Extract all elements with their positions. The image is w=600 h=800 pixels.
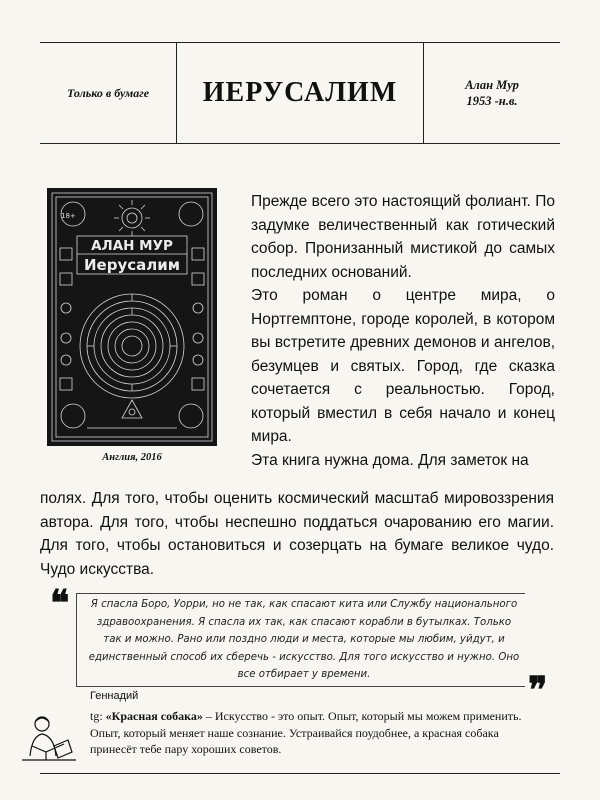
book-cover xyxy=(47,188,217,446)
author-years: 1953 -н.в. xyxy=(466,94,518,108)
header-left-label: Только в бумаге xyxy=(40,43,177,143)
paragraph-3-continued: полях. Для того, чтобы оценить космический масштаб мировоззрения автора. Для того, чтобы неспешно поддаться очарованию его магии. Для того, чтобы остановиться и созерцать на бумаге великое чудо. Чудо искусства. xyxy=(40,490,554,578)
paragraph-2: Это роман о центре мира, о Нортгемптоне, городе королей, в котором вы встретите древних демонов и ангелов, безумцев и святых. Город, где сказка сочетается с реальностью. Город, который вместил в себя начало и конец мира. xyxy=(251,287,555,445)
paragraph-1: Прежде всего это настоящий фолиант. По задумке величественный как готический собор. Пронизанный мистикой до самых последних оснований. xyxy=(251,193,555,281)
cover-title: Иерусалим xyxy=(83,256,181,274)
review-source: «Красная собака» xyxy=(105,709,203,723)
review-author: Геннадий xyxy=(90,690,139,702)
main-text xyxy=(251,190,555,472)
open-quote-icon: ❝ xyxy=(50,582,70,624)
review-text: – Искусство - это опыт. Опыт, который мы можем применить. Опыт, который меняет наше сознание. Устраивайся поудобнее, а красная собака принесёт тебе пару хороших советов. xyxy=(90,709,522,756)
cover-art xyxy=(47,188,217,446)
age-rating: 18+ xyxy=(61,212,76,220)
review-text-block xyxy=(90,708,530,758)
author-block xyxy=(424,43,560,143)
author-name-header: Алан Мур xyxy=(465,78,519,92)
header-bar xyxy=(40,42,560,144)
reading-man-icon xyxy=(20,712,80,768)
close-quote-icon: ❞ xyxy=(528,669,548,711)
cover-caption: Англия, 2016 xyxy=(102,452,162,463)
page-title: ИЕРУСАЛИМ xyxy=(177,43,424,143)
footer-divider xyxy=(40,773,560,774)
cover-author: АЛАН МУР xyxy=(91,238,173,254)
paragraph-3-start: Эта книга нужна дома. Для заметок на xyxy=(251,451,529,469)
quote-text: Я спасла Боро, Уорри, но не так, как спасают кита или Службу национального здравоохранения. Я спасла их так, как спасают корабли в бутылках. Только так и можно. Рано или поздно люди и места, которые мы любим, уйдут, и единственный способ их сберечь - искусство. Для того искусство и нужно. Оно все отбирает у времени. xyxy=(88,599,520,680)
review-prefix: tg: xyxy=(90,709,106,723)
